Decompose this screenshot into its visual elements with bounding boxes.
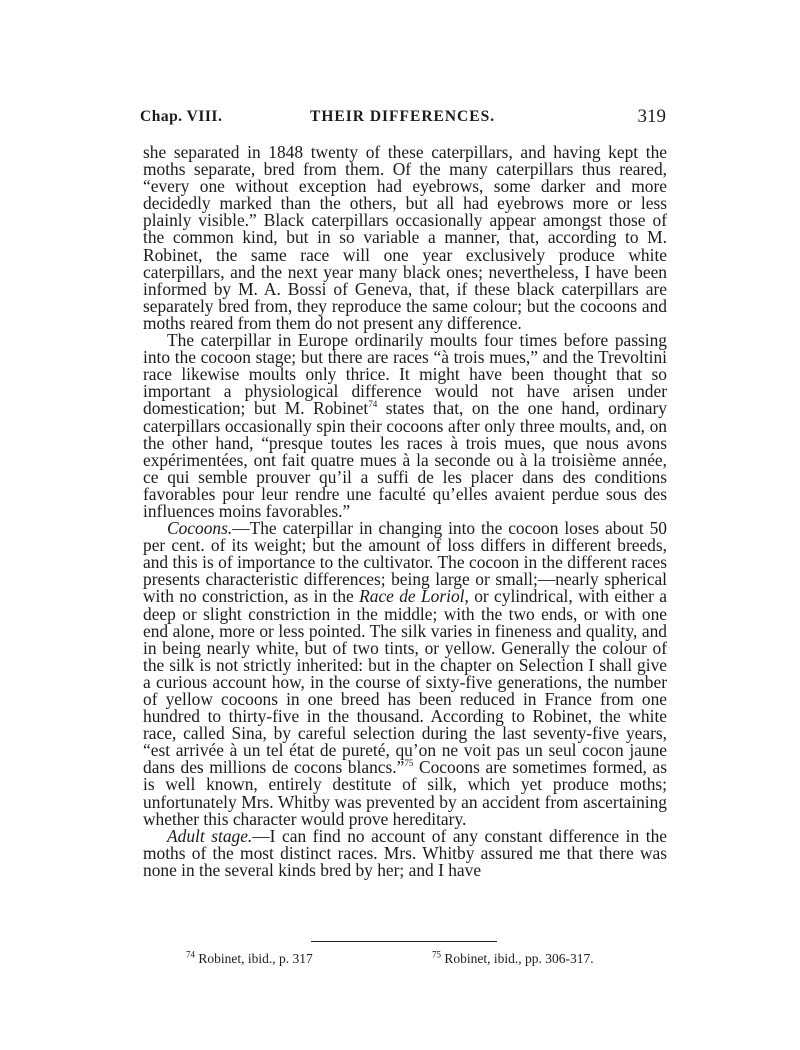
adult-stage-heading: Adult stage. — [167, 825, 253, 846]
cocoons-heading: Cocoons. — [167, 518, 233, 539]
paragraph-3-text-c: Cocoons are sometimes formed, as is well known, entirely destitute of silk, which yet produce moths; unfortunately Mrs. Whitby was prevented by an accident from ascertaining whether this character would prove hereditary. — [143, 757, 667, 829]
footnote-74-mark: 74 — [186, 949, 195, 960]
footnote-74 — [186, 951, 313, 967]
paragraph-4-text: —I can find no account of any constant difference in the moths of the most distinct races. Mrs. Whitby assured me that there was none in the several kinds bred by her; and I have — [143, 825, 667, 880]
footnote-75-text: Robinet, ibid., pp. 306-317. — [444, 951, 594, 966]
footnote-74-text: Robinet, ibid., p. 317 — [198, 951, 313, 966]
paragraph-3-text-a: —The caterpillar in changing into the cocoon loses about 50 per cent. of its weight; but the amount of loss differs in different breeds, and this is of importance to the cultivator. The cocoon in the different races presents characteristic differences; being large or small;—nearly spherical with no constriction, as in the — [143, 518, 667, 607]
footnote-divider — [311, 941, 497, 942]
page-number: 319 — [637, 106, 666, 127]
paragraph-2 — [143, 332, 667, 520]
body-text — [143, 144, 667, 879]
paragraph-2-text-a: The caterpillar in Europe ordinarily moults four times before passing into the cocoon stage; but there are races “à trois mues,” and the Trevoltini race likewise moults only thrice. It might have been thought that so important a physiological difference would not have arisen under domestication; but M. Robinet — [143, 330, 667, 419]
paragraph-1-text: she separated in 1848 twenty of these caterpillars, and having kept the moths separate, bred from them. Of the many caterpillars thus reared, “every one without exception had eyebrows, some darker and more decidedly marked than the others, but all had eyebrows more or less plainly visible.” Black caterpillars occasionally appear amongst those of the common kind, but in so variable a manner, that, according to M. Robinet, the same race will one year exclusively produce white caterpillars, and the next year many black ones; nevertheless, I have been informed by M. A. Bossi of Geneva, that, if these black caterpillars are separately bred from, they reproduce the same colour; but the cocoons and moths reared from them do not present any difference. — [143, 142, 667, 333]
footnote-ref-74: 74 — [368, 399, 378, 410]
paragraph-3 — [143, 520, 667, 828]
footnotes — [186, 951, 646, 969]
chapter-label: Chap. VIII. — [140, 108, 223, 125]
footnote-75-mark: 75 — [432, 949, 441, 960]
paragraph-2-text-b: states that, on the one hand, ordinary caterpillars occasionally spin their cocoons after only three moults, and, on the other hand, “presque toutes les races à trois mues, que nous avons expérimentées, ont fait quatre mues à la seconde ou à la troisième année, ce qui semble prouver qu’il a suffi de les placer dans des conditions favorables pour leur rendre une faculté qu’elles avaient perdue sous des influences moins favorables.” — [143, 398, 667, 521]
paragraph-1 — [143, 144, 667, 332]
paragraph-3-text-b: , or cylindrical, with either a deep or slight constriction in the middle; with the two ends, or with one end alone, more or less pointed. The silk varies in fineness and quality, and in being nearly white, but of two tints, or yellow. Generally the colour of the silk is not strictly inherited: but in the chapter on Selection I shall give a curious account how, in the course of sixty-five generations, the number of yellow cocoons in one breed has been reduced in France from one hundred to thirty-five in the thousand. According to Robinet, the white race, called Sina, by careful selection during the last seventy-five years, “est arrivée à un tel état de pureté, qu’on ne voit pas un seul cocon jaune dans des millions de cocons blancs.” — [143, 586, 668, 778]
paragraph-4 — [143, 825, 667, 880]
footnote-75 — [432, 951, 594, 967]
running-title: THEIR DIFFERENCES. — [310, 108, 496, 125]
footnote-ref-75: 75 — [404, 758, 414, 769]
race-de-loriol: Race de Loriol — [359, 586, 465, 607]
running-header — [140, 104, 670, 134]
